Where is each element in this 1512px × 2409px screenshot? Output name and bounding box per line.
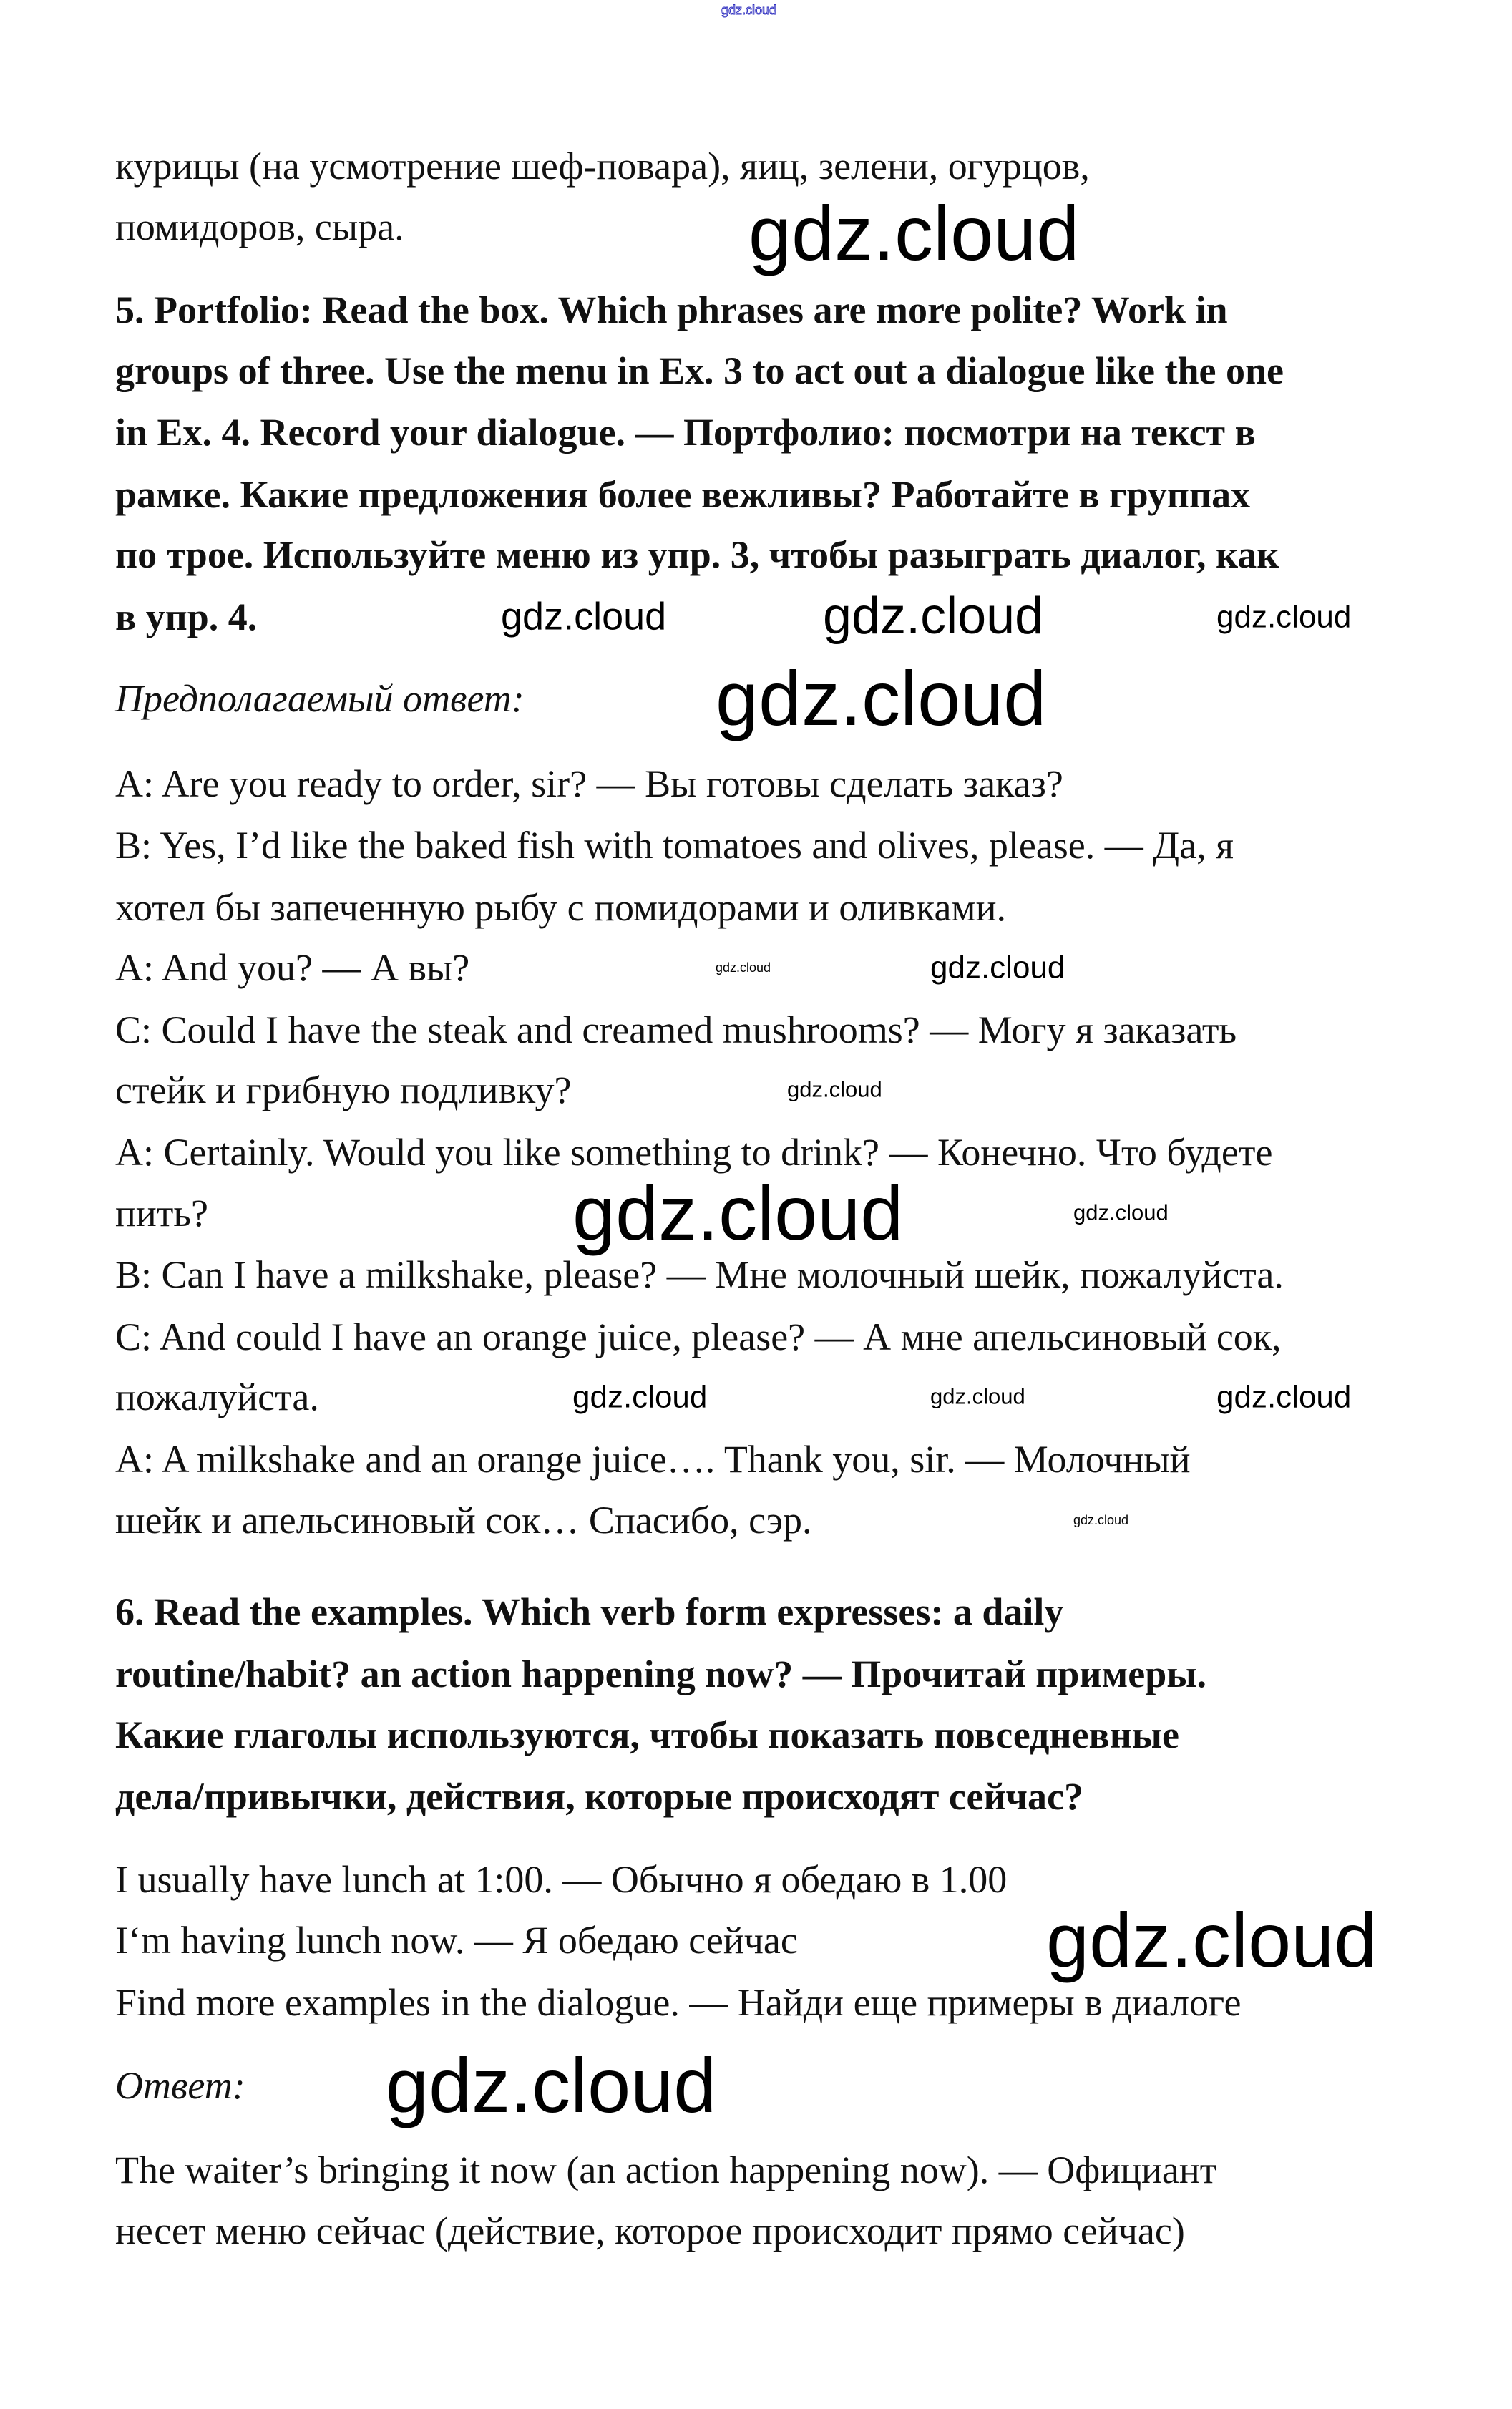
watermark: gdz.cloud	[930, 1383, 1025, 1409]
watermark: gdz.cloud	[1216, 599, 1352, 635]
watermark: gdz.cloud	[1216, 1379, 1352, 1415]
exercise-6-heading: 6. Read the examples. Which verb form expresses: a daily	[115, 1590, 1064, 1633]
dialogue-line: A: And you? — А вы?	[115, 946, 470, 989]
dialogue-line: A: Are you ready to order, sir? — Вы готовы сделать заказ?	[115, 762, 1063, 805]
exercise-5-heading: 5. Portfolio: Read the box. Which phrases are more polite? Work in	[115, 288, 1228, 331]
watermark: gdz.cloud	[716, 654, 1047, 741]
watermark: gdz.cloud	[787, 1076, 882, 1102]
watermark-top: gdz.cloud	[721, 3, 777, 17]
dialogue-line: пожалуйста.	[115, 1376, 319, 1418]
exercise-5-heading: по трое. Используйте меню из упр. 3, чтобы разыграть диалог, как	[115, 533, 1279, 576]
exercise-6-heading: Какие глаголы используются, чтобы показать повседневные	[115, 1713, 1179, 1756]
exercise-5-heading: в упр. 4.	[115, 595, 258, 638]
dialogue-line: C: Could I have the steak and creamed mushrooms? — Могу я заказать	[115, 1008, 1237, 1051]
watermark: gdz.cloud	[386, 2041, 717, 2128]
example-line: Find more examples in the dialogue. — Найди еще примеры в диалоге	[115, 1981, 1242, 2024]
exercise-6-heading: дела/привычки, действия, которые происходят сейчас?	[115, 1775, 1083, 1818]
watermark: gdz.cloud	[748, 189, 1080, 276]
dialogue-line: B: Can I have a milkshake, please? — Мне молочный шейк, пожалуйста.	[115, 1253, 1284, 1296]
watermark: gdz.cloud	[1073, 1512, 1129, 1527]
exercise-5-heading: in Ex. 4. Record your dialogue. — Портфолио: посмотри на текст в	[115, 411, 1256, 454]
dialogue-line: B: Yes, I’d like the baked fish with tomatoes and olives, please. — Да, я	[115, 824, 1234, 867]
dialogue-line: хотел бы запеченную рыбу с помидорами и оливками.	[115, 886, 1006, 929]
watermark: gdz.cloud	[930, 950, 1065, 986]
watermark: gdz.cloud	[716, 960, 771, 975]
text-line: помидоров, сыра.	[115, 205, 404, 248]
watermark: gdz.cloud	[823, 588, 1044, 646]
watermark: gdz.cloud	[572, 1379, 708, 1415]
exercise-5-heading: groups of three. Use the menu in Ex. 3 to act out a dialogue like the one	[115, 349, 1284, 392]
dialogue-line: C: And could I have an orange juice, please? — А мне апельсиновый сок,	[115, 1315, 1282, 1358]
example-line: I‘m having lunch now. — Я обедаю сейчас	[115, 1919, 798, 1962]
watermark: gdz.cloud	[1073, 1199, 1169, 1225]
watermark: gdz.cloud	[572, 1169, 904, 1256]
dialogue-line: A: Certainly. Would you like something to drink? — Конечно. Что будете	[115, 1131, 1273, 1174]
exercise-5-heading: рамке. Какие предложения более вежливы? Работайте в группах	[115, 473, 1251, 516]
watermark: gdz.cloud	[501, 595, 667, 638]
answer-line: The waiter’s bringing it now (an action happening now). — Официант	[115, 2148, 1217, 2191]
dialogue-line: стейк и грибную подливку?	[115, 1069, 572, 1111]
answer-label: Ответ:	[115, 2064, 245, 2107]
watermark: gdz.cloud	[1046, 1896, 1377, 1983]
answer-line: несет меню сейчас (действие, которое происходит прямо сейчас)	[115, 2209, 1185, 2252]
text-line: курицы (на усмотрение шеф-повара), яиц, зелени, огурцов,	[115, 145, 1090, 188]
example-line: I usually have lunch at 1:00. — Обычно я обедаю в 1.00	[115, 1858, 1008, 1901]
answer-label: Предполагаемый ответ:	[115, 677, 525, 720]
dialogue-line: A: A milkshake and an orange juice…. Thank you, sir. — Молочный	[115, 1438, 1191, 1481]
dialogue-line: шейк и апельсиновый сок… Спасибо, сэр.	[115, 1499, 812, 1542]
dialogue-line: пить?	[115, 1192, 208, 1235]
exercise-6-heading: routine/habit? an action happening now? — Прочитай примеры.	[115, 1653, 1206, 1695]
